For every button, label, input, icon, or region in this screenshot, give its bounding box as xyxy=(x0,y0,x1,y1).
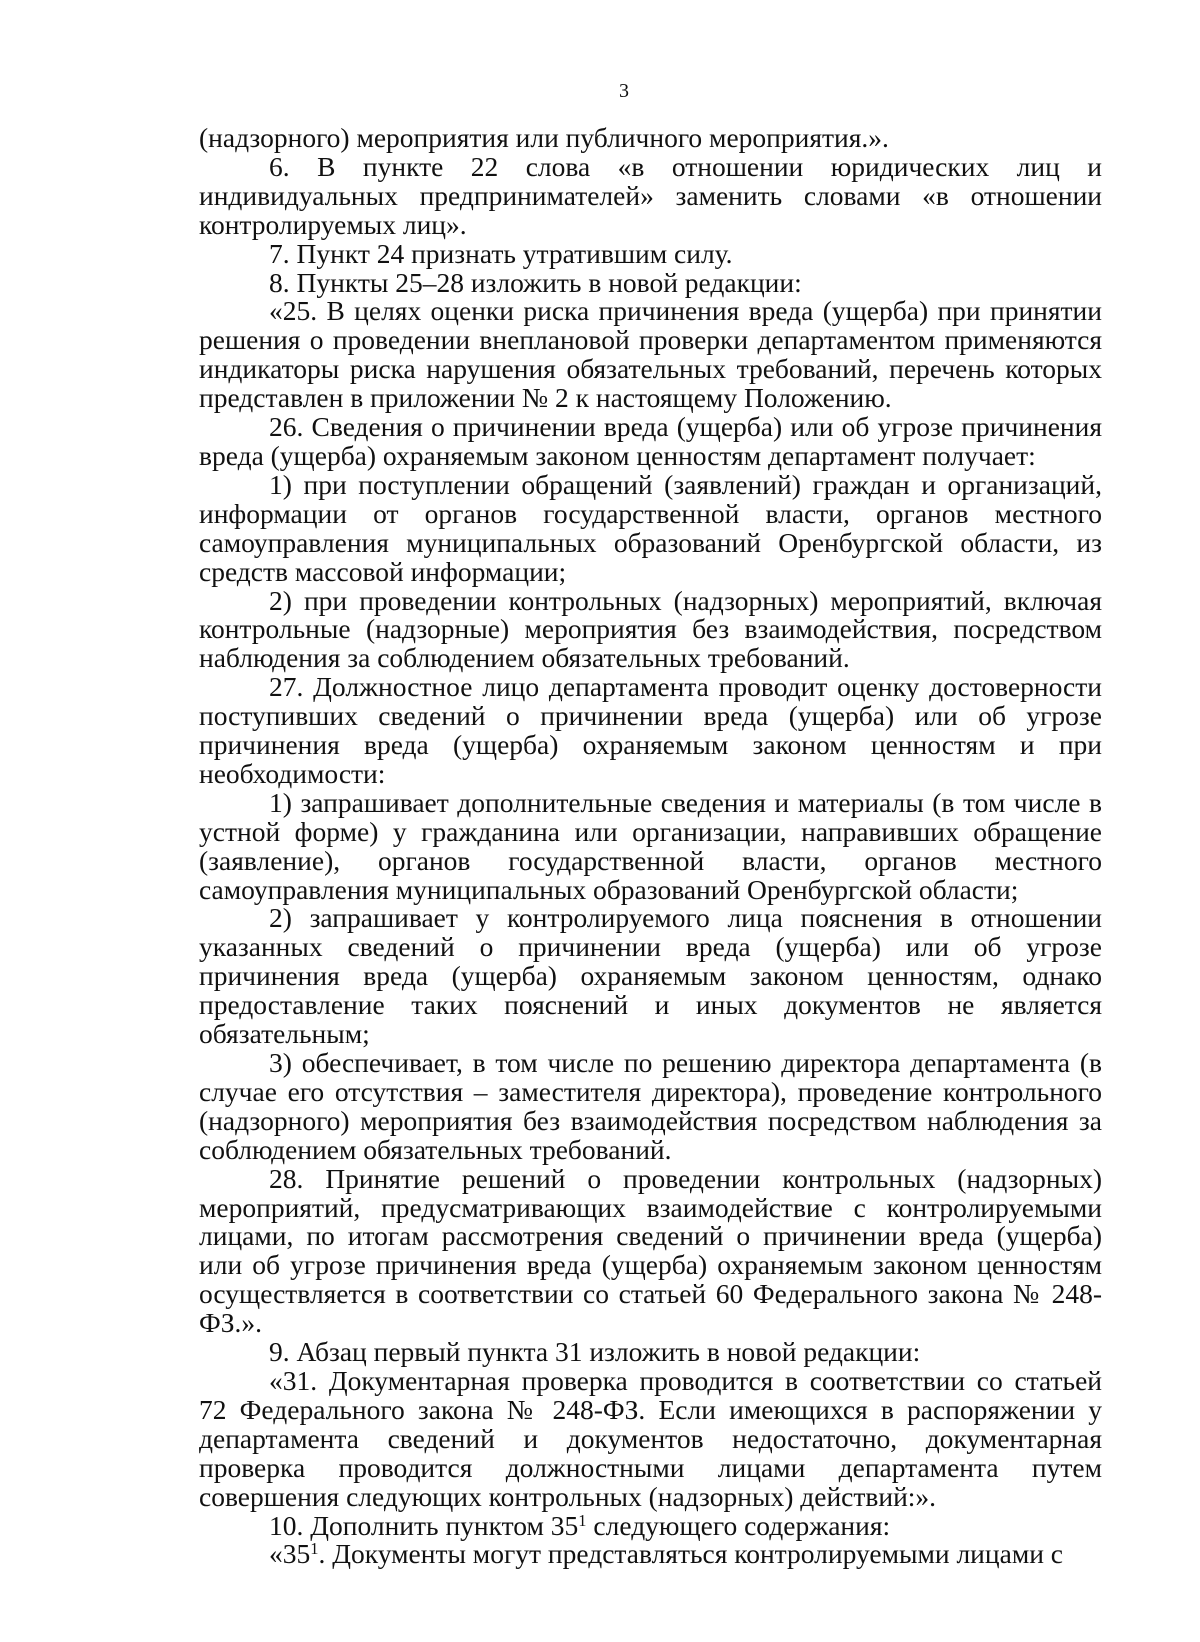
paragraph-clause-26: 26. Сведения о причинении вреда (ущерба) или об угрозе причинения вреда (ущерба) охраняемым законом ценностям департамент получает: xyxy=(199,411,1102,471)
paragraph-clause-27-sub-2: 2) запрашивает у контролируемого лица пояснения в отношении указанных сведений о причинении вреда (ущерба) или об угрозе причинения вреда (ущерба) охраняемым законом ценностям, однако предоставление таких пояснений и иных документов не является обязательным; xyxy=(199,902,1102,1050)
paragraph-item-9: 9. Абзац первый пункта 31 изложить в новой редакции: xyxy=(269,1336,921,1368)
paragraph-clause-31: «31. Документарная проверка проводится в соответствии со статьей 72 Федерального закона № 248-ФЗ. Если имеющихся в распоряжении у департамента сведений и документов недостаточно, документарная проверка проводится должностными лицами департамента путем совершения следующих контрольных (надзорных) действий:». xyxy=(199,1364,1102,1512)
paragraph-clause-27: 27. Должностное лицо департамента проводит оценку достоверности поступивших сведений о причинении вреда (ущерба) или об угрозе причинения вреда (ущерба) охраняемым законом ценностям и при необходимости: xyxy=(199,671,1102,789)
paragraph-clause-35-1-before: «35 xyxy=(269,1538,311,1570)
paragraph-clause-35-1-after: . Документы могут представляться контролируемыми лицами с xyxy=(318,1538,1064,1570)
paragraph-item-8: 8. Пункты 25–28 изложить в новой редакции: xyxy=(269,266,802,298)
paragraph-clause-27-sub-3: 3) обеспечивает, в том числе по решению директора департамента (в случае его отсутствия – заместителя директора), проведение контрольного (надзорного) мероприятия без взаимодействия посредством наблюдения за соблюдением обязательных требований. xyxy=(199,1047,1102,1165)
paragraph-item-10 xyxy=(199,1509,1102,1541)
paragraph-clause-26-sub-2: 2) при проведении контрольных (надзорных) мероприятий, включая контрольные (надзорные) мероприятия без взаимодействия, посредством наблюдения за соблюдением обязательных требований. xyxy=(199,584,1102,674)
paragraph-clause-25: «25. В целях оценки риска причинения вреда (ущерба) при принятии решения о проведении внеплановой проверки департаментом применяются индикаторы риска нарушения обязательных требований, перечень которых представлен в приложении № 2 к настоящему Положению. xyxy=(199,295,1102,414)
paragraph-clause-27-sub-1: 1) запрашивает дополнительные сведения и материалы (в том числе в устной форме) у гражданина или организации, направивших обращение (заявление), органов государственной власти, органов местного самоуправления муниципальных образований Оренбургской области; xyxy=(199,786,1102,905)
document-body xyxy=(199,124,1102,1569)
paragraph-item-10-after: следующего содержания: xyxy=(586,1509,891,1541)
paragraph-clause-28: 28. Принятие решений о проведении контрольных (надзорных) мероприятий, предусматривающих взаимодействие с контролируемыми лицами, по итогам рассмотрения сведений о причинении вреда (ущерба) или об угрозе причинения вреда (ущерба) охраняемым законом ценностям осуществляется в соответствии со статьей 60 Федерального закона № 248-ФЗ.». xyxy=(199,1162,1102,1339)
paragraph-item-10-before: 10. Дополнить пунктом 35 xyxy=(269,1509,579,1541)
superscript-index: 1 xyxy=(310,1539,319,1559)
paragraph-item-6: 6. В пункте 22 слова «в отношении юридических лиц и индивидуальных предпринимателей» заменить словами «в отношении контролируемых лиц». xyxy=(199,150,1102,240)
page-number: 3 xyxy=(619,80,629,102)
paragraph-clause-26-sub-1: 1) при поступлении обращений (заявлений) граждан и организаций, информации от органов государственной власти, органов местного самоуправления муниципальных образований Оренбургской области, из средств массовой информации; xyxy=(199,468,1102,587)
paragraph-item-7: 7. Пункт 24 признать утратившим силу. xyxy=(269,237,733,269)
superscript-index: 1 xyxy=(578,1510,587,1530)
paragraph-continuation: (надзорного) мероприятия или публичного мероприятия.». xyxy=(199,122,889,153)
paragraph-clause-35-1 xyxy=(199,1540,1102,1569)
